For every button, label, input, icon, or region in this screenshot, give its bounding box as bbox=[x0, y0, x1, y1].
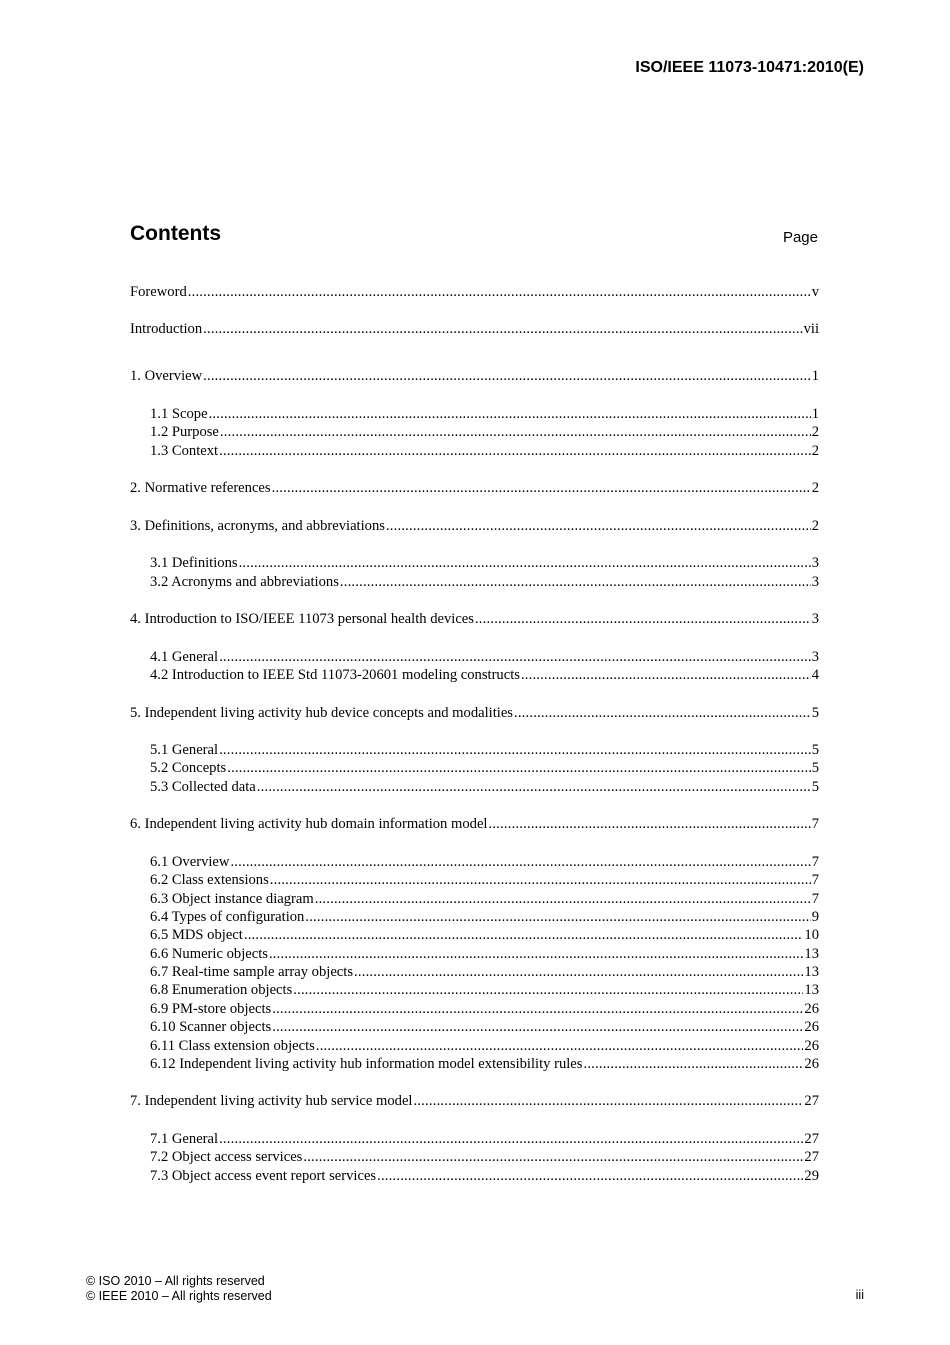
toc-entry-title: 6.10 Scanner objects bbox=[150, 1019, 272, 1035]
toc-dot-leader bbox=[219, 1130, 803, 1148]
toc-entry-title: 3. Definitions, acronyms, and abbreviations bbox=[130, 518, 385, 534]
toc-entry-page: 10 bbox=[804, 927, 819, 943]
toc-entry[interactable] bbox=[150, 981, 819, 999]
toc-entry[interactable] bbox=[150, 666, 819, 684]
document-identifier: ISO/IEEE 11073-10471:2010(E) bbox=[635, 59, 864, 76]
toc-entry-title: Foreword bbox=[130, 284, 187, 300]
toc-dot-leader bbox=[303, 1148, 803, 1166]
toc-entry-title: 7.2 Object access services bbox=[150, 1149, 303, 1165]
toc-entry-page: 5 bbox=[811, 705, 819, 721]
toc-dot-leader bbox=[316, 1037, 804, 1055]
toc-entry[interactable] bbox=[150, 926, 819, 944]
toc-entry-page: 29 bbox=[804, 1168, 819, 1184]
toc-entry[interactable] bbox=[150, 759, 819, 777]
toc-entry-page: 2 bbox=[811, 424, 819, 440]
toc-dot-leader bbox=[354, 963, 803, 981]
toc-dot-leader bbox=[521, 666, 811, 684]
toc-entry-page: 7 bbox=[811, 891, 819, 907]
toc-entry[interactable] bbox=[130, 283, 819, 301]
toc-entry-title: 3.1 Definitions bbox=[150, 555, 238, 571]
toc-entry-title: 7.3 Object access event report services bbox=[150, 1168, 377, 1184]
toc-dot-leader bbox=[257, 778, 811, 796]
toc-dot-leader bbox=[230, 853, 810, 871]
toc-entry[interactable] bbox=[150, 871, 819, 889]
toc-entry-page: 13 bbox=[804, 982, 819, 998]
toc-entry-title: 5.3 Collected data bbox=[150, 779, 256, 795]
toc-entry[interactable] bbox=[150, 554, 819, 572]
toc-entry-title: 7.1 General bbox=[150, 1131, 219, 1147]
toc-entry-page: 26 bbox=[804, 1056, 819, 1072]
toc-dot-leader bbox=[269, 945, 803, 963]
toc-entry-title: 6.12 Independent living activity hub information model extensibility rules bbox=[150, 1056, 583, 1072]
toc-entry-title: 6.2 Class extensions bbox=[150, 872, 269, 888]
toc-entry-title: 3.2 Acronyms and abbreviations bbox=[150, 574, 339, 590]
toc-dot-leader bbox=[315, 890, 811, 908]
toc-entry-title: 6.4 Types of configuration bbox=[150, 909, 305, 925]
toc-entry[interactable] bbox=[150, 1167, 819, 1185]
toc-entry-page: 7 bbox=[811, 854, 819, 870]
toc-entry-page: 5 bbox=[811, 760, 819, 776]
toc-entry-page: 13 bbox=[804, 964, 819, 980]
toc-entry-page: 2 bbox=[811, 443, 819, 459]
toc-dot-leader bbox=[219, 442, 811, 460]
toc-entry-page: v bbox=[811, 284, 819, 300]
toc-entry-page: 3 bbox=[811, 574, 819, 590]
toc-entry-title: 6.7 Real-time sample array objects bbox=[150, 964, 354, 980]
toc-entry-title: 1.2 Purpose bbox=[150, 424, 219, 440]
toc-dot-leader bbox=[219, 741, 811, 759]
toc-dot-leader bbox=[272, 1018, 803, 1036]
toc-entry[interactable] bbox=[150, 1018, 819, 1036]
toc-entry[interactable] bbox=[130, 1092, 819, 1110]
toc-entry[interactable] bbox=[150, 890, 819, 908]
toc-dot-leader bbox=[475, 610, 811, 628]
toc-entry[interactable] bbox=[130, 320, 819, 338]
toc-entry[interactable] bbox=[150, 963, 819, 981]
toc-dot-leader bbox=[219, 648, 811, 666]
toc-entry-title: 1.3 Context bbox=[150, 443, 219, 459]
toc-dot-leader bbox=[377, 1167, 803, 1185]
toc-entry-page: 26 bbox=[804, 1038, 819, 1054]
toc-entry-title: 6.11 Class extension objects bbox=[150, 1038, 315, 1054]
toc-dot-leader bbox=[227, 759, 810, 777]
toc-entry[interactable] bbox=[130, 517, 819, 535]
toc-dot-leader bbox=[220, 423, 811, 441]
toc-entry[interactable] bbox=[150, 1055, 819, 1073]
toc-dot-leader bbox=[188, 283, 811, 301]
toc-entry-page: 26 bbox=[804, 1019, 819, 1035]
toc-entry-title: 6.6 Numeric objects bbox=[150, 946, 268, 962]
toc-entry-page: 5 bbox=[811, 779, 819, 795]
footer-copyright bbox=[86, 1274, 272, 1303]
toc-entry[interactable] bbox=[150, 908, 819, 926]
toc-dot-leader bbox=[514, 704, 811, 722]
toc-entry-title: Introduction bbox=[130, 321, 203, 337]
toc-entry-title: 6.3 Object instance diagram bbox=[150, 891, 314, 907]
toc-dot-leader bbox=[386, 517, 811, 535]
toc-entry-title: 1. Overview bbox=[130, 368, 203, 384]
toc-entry-title: 4. Introduction to ISO/IEEE 11073 personal health devices bbox=[130, 611, 474, 627]
toc-entry[interactable] bbox=[150, 741, 819, 759]
toc-dot-leader bbox=[239, 554, 811, 572]
copyright-iso: © ISO 2010 – All rights reserved bbox=[86, 1274, 265, 1288]
toc-entry[interactable] bbox=[130, 367, 819, 385]
contents-heading: Contents bbox=[130, 222, 221, 245]
toc-entry-title: 6.1 Overview bbox=[150, 854, 230, 870]
toc-entry[interactable] bbox=[150, 853, 819, 871]
toc-entry-title: 6.9 PM-store objects bbox=[150, 1001, 272, 1017]
toc-entry-title: 5. Independent living activity hub device concepts and modalities bbox=[130, 705, 513, 721]
toc-dot-leader bbox=[203, 367, 811, 385]
toc-dot-leader bbox=[583, 1055, 803, 1073]
toc-entry-page: 2 bbox=[811, 480, 819, 496]
toc-entry[interactable] bbox=[150, 778, 819, 796]
toc-dot-leader bbox=[272, 1000, 803, 1018]
toc-dot-leader bbox=[244, 926, 804, 944]
toc-entry-page: 1 bbox=[811, 368, 819, 384]
toc-entry-page: 1 bbox=[811, 406, 819, 422]
toc-entry-title: 1.1 Scope bbox=[150, 406, 208, 422]
toc-entry-page: 7 bbox=[811, 816, 819, 832]
toc-entry-page: 3 bbox=[811, 555, 819, 571]
toc-dot-leader bbox=[293, 981, 803, 999]
toc-entry-title: 4.1 General bbox=[150, 649, 219, 665]
toc-dot-leader bbox=[203, 320, 802, 338]
toc-entry-page: 13 bbox=[804, 946, 819, 962]
toc-dot-leader bbox=[340, 573, 811, 591]
toc-entry[interactable] bbox=[150, 1000, 819, 1018]
toc-entry-title: 5.2 Concepts bbox=[150, 760, 227, 776]
toc-dot-leader bbox=[270, 871, 811, 889]
toc-entry[interactable] bbox=[150, 1148, 819, 1166]
toc-entry[interactable] bbox=[150, 405, 819, 423]
toc-dot-leader bbox=[209, 405, 811, 423]
toc-entry-title: 6. Independent living activity hub domain information model bbox=[130, 816, 488, 832]
toc-dot-leader bbox=[488, 815, 810, 833]
copyright-ieee: © IEEE 2010 – All rights reserved bbox=[86, 1288, 272, 1303]
toc-entry[interactable] bbox=[150, 1130, 819, 1148]
toc-entry-title: 6.5 MDS object bbox=[150, 927, 243, 943]
toc-entry-page: 27 bbox=[804, 1131, 819, 1147]
toc-entry[interactable] bbox=[150, 648, 819, 666]
toc-entry-title: 4.2 Introduction to IEEE Std 11073-20601 modeling constructs bbox=[150, 667, 520, 683]
toc-entry-page: 27 bbox=[804, 1093, 819, 1109]
toc-entry-title: 5.1 General bbox=[150, 742, 219, 758]
toc-entry[interactable] bbox=[150, 573, 819, 591]
toc-entry[interactable] bbox=[130, 815, 819, 833]
toc-entry-page: 2 bbox=[811, 518, 819, 534]
toc-entry[interactable] bbox=[150, 423, 819, 441]
toc-entry[interactable] bbox=[150, 1037, 819, 1055]
toc-entry-page: 5 bbox=[811, 742, 819, 758]
toc-entry[interactable] bbox=[130, 704, 819, 722]
toc-entry-page: 3 bbox=[811, 649, 819, 665]
toc-entry-page: 27 bbox=[804, 1149, 819, 1165]
toc-dot-leader bbox=[272, 479, 811, 497]
toc-entry-page: 3 bbox=[811, 611, 819, 627]
toc-entry-page: vii bbox=[803, 321, 819, 337]
toc-entry[interactable] bbox=[150, 945, 819, 963]
toc-entry-title: 7. Independent living activity hub service model bbox=[130, 1093, 413, 1109]
toc-entry[interactable] bbox=[150, 442, 819, 460]
toc-entry[interactable] bbox=[130, 610, 819, 628]
toc-dot-leader bbox=[305, 908, 810, 926]
page-column-label: Page bbox=[782, 229, 818, 246]
toc-dot-leader bbox=[413, 1092, 803, 1110]
toc-entry-title: 2. Normative references bbox=[130, 480, 271, 496]
toc-entry[interactable] bbox=[130, 479, 819, 497]
toc-entry-page: 4 bbox=[811, 667, 819, 683]
toc-entry-page: 7 bbox=[811, 872, 819, 888]
toc-entry-title: 6.8 Enumeration objects bbox=[150, 982, 293, 998]
toc-entry-page: 26 bbox=[804, 1001, 819, 1017]
toc-entry-page: 9 bbox=[811, 909, 819, 925]
page-number: iii bbox=[855, 1288, 864, 1302]
